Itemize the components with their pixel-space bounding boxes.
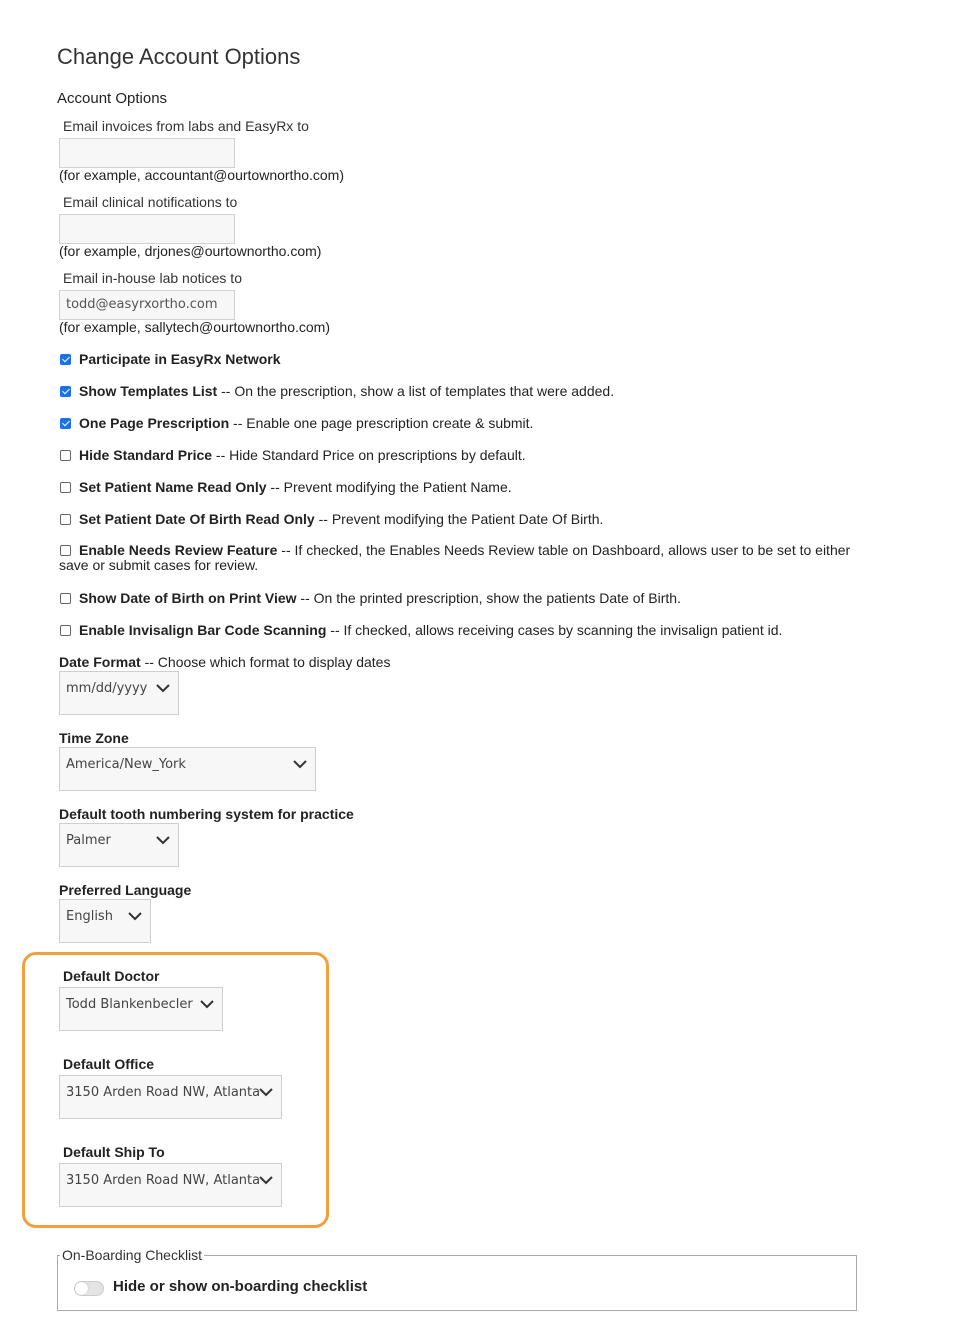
option-title: One Page Prescription [79, 415, 230, 431]
inhouse-email-input[interactable]: todd@easyrxortho.com [59, 290, 235, 320]
chevron-down-icon [200, 999, 214, 1009]
default-doctor-select[interactable] [59, 987, 223, 1031]
chevron-down-icon [156, 683, 170, 693]
onboarding-toggle[interactable] [74, 1281, 104, 1296]
option-title: Enable Invisalign Bar Code Scanning [79, 622, 327, 638]
onboarding-legend: On-Boarding Checklist [62, 1247, 203, 1263]
option-invisalign-bar-code[interactable] [59, 622, 782, 638]
default-ship-to-value: 3150 Arden Road NW, Atlanta [66, 1173, 261, 1188]
language-label: Preferred Language [59, 882, 192, 898]
onboarding-toggle-label: Hide or show on-boarding checklist [113, 1278, 368, 1295]
checkbox[interactable] [60, 418, 71, 429]
option-one-page-prescription[interactable] [59, 415, 533, 431]
option-patient-dob-read-only[interactable] [59, 511, 603, 527]
option-title: Show Templates List [79, 383, 218, 399]
default-ship-to-label: Default Ship To [63, 1144, 165, 1160]
time-zone-value: America/New_York [66, 757, 186, 772]
date-format-select[interactable] [59, 671, 179, 715]
inhouse-email-hint: (for example, sallytech@ourtownortho.com) [59, 319, 330, 335]
option-desc: -- If checked, the Enables Needs Review table on Dashboard, allows user to be set to either save or submit cases for review. [59, 542, 851, 573]
option-desc: -- If checked, allows receiving cases by scanning the invisalign patient id. [326, 622, 783, 638]
clinical-email-input[interactable] [59, 214, 235, 244]
default-office-select[interactable] [59, 1075, 282, 1119]
default-doctor-label: Default Doctor [63, 968, 160, 984]
clinical-email-label: Email clinical notifications to [63, 194, 238, 210]
time-zone-select[interactable] [59, 747, 316, 791]
option-dob-on-print-view[interactable] [59, 590, 681, 606]
chevron-down-icon [156, 835, 170, 845]
toggle-knob [75, 1282, 88, 1295]
option-desc: -- Prevent modifying the Patient Name. [266, 479, 512, 495]
invoices-email-input[interactable] [59, 138, 235, 168]
option-desc: -- On the printed prescription, show the patients Date of Birth. [296, 590, 681, 606]
option-hide-standard-price[interactable] [59, 447, 526, 463]
checkbox[interactable] [60, 482, 71, 493]
chevron-down-icon [128, 911, 142, 921]
default-office-value: 3150 Arden Road NW, Atlanta [66, 1085, 261, 1100]
option-title: Hide Standard Price [79, 447, 213, 463]
checkbox[interactable] [60, 593, 71, 604]
invoices-email-hint: (for example, accountant@ourtownortho.com) [59, 167, 345, 183]
checkbox[interactable] [60, 514, 71, 525]
date-format-desc: -- Choose which format to display dates [140, 654, 391, 670]
option-title: Participate in EasyRx Network [79, 351, 281, 367]
option-title: Set Patient Date Of Birth Read Only [79, 511, 315, 527]
option-participate-network[interactable] [59, 351, 281, 367]
time-zone-label: Time Zone [59, 730, 129, 746]
checkbox[interactable] [60, 354, 71, 365]
inhouse-email-label: Email in-house lab notices to [63, 270, 242, 286]
page-title: Change Account Options [57, 44, 301, 69]
option-show-templates-list[interactable] [59, 383, 614, 399]
checkbox[interactable] [60, 386, 71, 397]
default-office-label: Default Office [63, 1056, 155, 1072]
chevron-down-icon [293, 759, 307, 769]
option-desc: -- Enable one page prescription create & submit. [229, 415, 534, 431]
option-patient-name-read-only[interactable] [59, 479, 512, 495]
checkbox[interactable] [60, 450, 71, 461]
default-doctor-value: Todd Blankenbecler [66, 997, 193, 1012]
date-format-label [59, 654, 390, 670]
tooth-numbering-value: Palmer [66, 833, 111, 848]
default-ship-to-select[interactable] [59, 1163, 282, 1207]
language-value: English [66, 909, 113, 924]
tooth-numbering-label: Default tooth numbering system for practice [59, 806, 354, 822]
option-title: Enable Needs Review Feature [79, 542, 278, 558]
date-format-value: mm/dd/yyyy [66, 681, 148, 696]
chevron-down-icon [259, 1175, 273, 1185]
checkbox[interactable] [60, 625, 71, 636]
section-label: Account Options [57, 90, 168, 107]
option-title: Show Date of Birth on Print View [79, 590, 297, 606]
language-select[interactable] [59, 899, 151, 943]
clinical-email-hint: (for example, drjones@ourtownortho.com) [59, 243, 322, 259]
option-desc: -- Hide Standard Price on prescriptions by default. [212, 447, 526, 463]
option-desc: -- On the prescription, show a list of templates that were added. [217, 383, 615, 399]
chevron-down-icon [259, 1087, 273, 1097]
option-needs-review-feature[interactable] [59, 543, 859, 573]
tooth-numbering-select[interactable] [59, 823, 179, 867]
option-desc: -- Prevent modifying the Patient Date Of Birth. [314, 511, 604, 527]
invoices-email-label: Email invoices from labs and EasyRx to [63, 118, 309, 134]
option-title: Set Patient Name Read Only [79, 479, 267, 495]
date-format-title: Date Format [59, 654, 141, 670]
checkbox[interactable] [60, 545, 71, 556]
